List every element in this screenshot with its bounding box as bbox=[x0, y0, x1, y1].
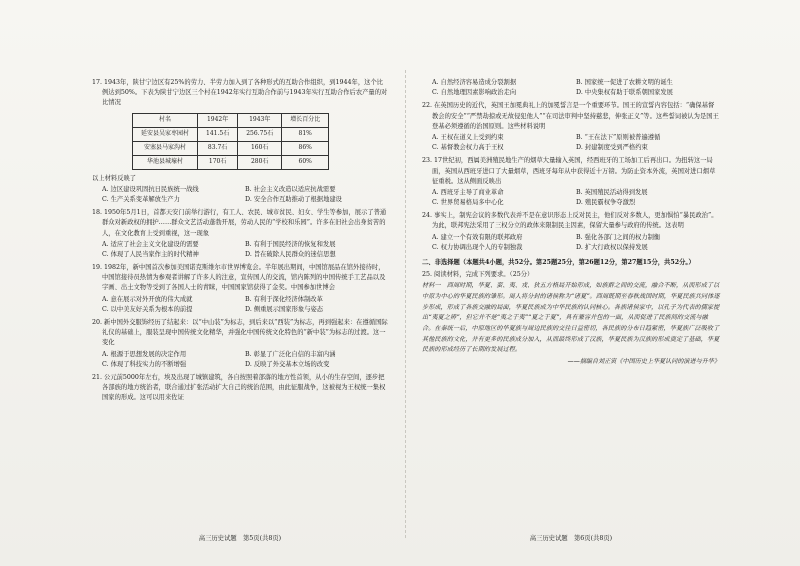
option-a: A. 意在展示对外开放的伟大成就 bbox=[102, 295, 193, 303]
option-c: C. 世界贸易格局多中心化 bbox=[432, 199, 504, 207]
table-cell: 83.7石 bbox=[198, 141, 238, 155]
question-18-stem: 18. 1950年5月1日，首都天安门前举行游行，有工人、农民、城市贫民、妇女、学生等参加，展示了普通群众对新政权的拥护……群众文艺活动蓬勃开展，劳动人民的“学校和乐园”。许多在旧社会出身贫苦的人，在文化教育上受到重视，这一现象 bbox=[92, 209, 387, 237]
option-c: C. 体现了科技实力的不断增强 bbox=[102, 360, 187, 368]
question-19-stem: 19. 1982年，新中国首次参加美国诺克斯维尔市世界博览会。半年展出期间，中国馆展品在馆外接待时，中国馆接待员热情为参观者讲解了许多人的注意，宣传国人的交流，馆内陈列的中国传统手工艺品以及字画、出土文物等受到了各国人士的青睐，中国国家馆获得了金奖。中国参加世博会 bbox=[92, 264, 386, 292]
table-header: 1943年 bbox=[238, 113, 282, 127]
option-a: A. 适应了社会主义文化建设的需要 bbox=[102, 240, 199, 248]
table-row bbox=[133, 155, 329, 169]
option-d: D. 侧重展示国家形象与姿态 bbox=[245, 305, 324, 313]
option-b: B. 彰显了广泛化自信的丰富内涵 bbox=[245, 350, 336, 358]
table-cell: 延安县吴家枣园村 bbox=[133, 127, 198, 141]
right-page bbox=[422, 78, 720, 544]
question-25-stem: 25. 阅读材料，完成下列要求。（25分） bbox=[422, 271, 534, 279]
question-23-stem: 23. 17世纪初，西属美洲殖民地生产的烟草大量输入英国，经西班牙的工场加工后再出口。为扭转这一局面，英国从西班牙进口了大量烟草，西班牙每年从中获得近十万镑。为防止资本外流，英国对进口烟草征重税。这从侧面反映出 bbox=[422, 157, 716, 185]
table-header: 村名 bbox=[133, 113, 198, 127]
material-one-text: 材料一 西周时期，华夏、蛮、夷、戎、狄五方格局开始形成，如族群之间的交流，融合不断，从而形成了以中原为中心的华夏民族的雏形。周人将分封的诸侯称为“诸夏”。西周既期至春秋战国时期，华夏民族共同体逐步形成，形成了各族交融的局面，华夏民族成为中华民族的认同核心。各族诸侯家中，以孔子为代表的儒家提出“夷夏之辨”，但它并不是“夷之于夷”“夏之于夏”，具有兼容并包的一面，从而促进了民族间的交流与融合。在秦统一后，中原地区的华夏族与周边民族的交往日益密切，各民族的分布日趋紧密，华夏族广泛吸收了其他民族的文化，并有更多的民族成分加入，从而最终形成了汉族，华夏民族为汉族的形成奠定了基础，华夏民族的形成经历了长期的发展过程。 bbox=[422, 282, 720, 354]
question-20-stem: 20. 新中国外交服饰经历了结起来：以“中山装”为标志，到后来以“西装”为标志，再到强起来：在遵循国际礼仪的基础上，服装呈现中国传统文化精华，并强化中国传统文化特色的“新中装”为标志的过渡。这一变化 bbox=[92, 319, 388, 347]
section-two-heading: 二、非选择题（本题共4小题，共52分。第25题25分，第26题12分，第27题15分，共52分。） bbox=[422, 259, 695, 266]
table-header-row bbox=[133, 113, 329, 127]
page-footer-left: 高三历史试题 第5页(共8页) bbox=[198, 534, 282, 542]
option-a: A. 自然经济容易造成分裂割据 bbox=[432, 79, 517, 86]
option-a: A. 根源于思想发展的决定作用 bbox=[102, 350, 187, 358]
table-cell: 170石 bbox=[198, 155, 238, 169]
table-cell: 华池县城壕村 bbox=[133, 155, 198, 169]
question-20-options bbox=[92, 350, 388, 370]
question-22-stem: 22. 在英国历史的近代，英国王加冕典礼上的加冕誓言是一个重要环节。国王的宣誓内容包括：“确保基督教会的安全”“严禁劫掠或无故侵犯他人”“在司法审判中坚持慈悲，伸张正义”等。这些誓词被认为是国王登基必须遵循的治国原则。这些材料说明 bbox=[422, 102, 719, 130]
option-b: B. 英国殖民活动得到发展 bbox=[576, 188, 648, 196]
option-c: C. 基督教会权力高于王权 bbox=[432, 144, 504, 152]
page-divider bbox=[405, 70, 406, 538]
table-cell: 60% bbox=[282, 155, 329, 169]
table-row bbox=[133, 141, 329, 155]
option-b: B. “王在法下”原则被普遍遵循 bbox=[576, 133, 661, 141]
table-cell: 安塞县马家沟村 bbox=[133, 141, 198, 155]
option-b: B. 有利于国民经济的恢复和发展 bbox=[245, 240, 336, 248]
question-18-options bbox=[92, 240, 388, 260]
table-cell: 256.75石 bbox=[238, 127, 282, 141]
option-a: A. 边区建设巩固抗日民族统一战线 bbox=[102, 185, 199, 193]
table-cell: 81% bbox=[282, 127, 329, 141]
option-c: C. 以中美友好关系为根本的前提 bbox=[102, 305, 193, 313]
table-cell: 141.5石 bbox=[198, 127, 238, 141]
option-d: D. 殖民霸权争夺激烈 bbox=[576, 199, 636, 207]
option-d: D. 安全合作互助推动了根据地建设 bbox=[245, 195, 342, 203]
option-a: A. 西班牙主导了商业革命 bbox=[432, 188, 504, 196]
option-c: C. 自然地理因素影响政治走向 bbox=[432, 89, 517, 97]
question-17-options bbox=[92, 185, 388, 205]
table-cell: 160石 bbox=[238, 141, 282, 155]
table-header: 增长百分比 bbox=[282, 113, 329, 127]
option-d: D. 旨在破除人民群众的迷信思想 bbox=[245, 250, 336, 258]
table-cell: 86% bbox=[282, 141, 329, 155]
option-a: A. 王权在道义上受到约束 bbox=[432, 133, 504, 141]
question-21-stem: 21. 公元前5000年左右，埃及出现了城镇建筑，各自按照着部落的地方性首领，从小的生存空间，逐步把各部族的地方统治者，联合通过扩张活动扩大自己的统治范围，由此征服战争，这被视为王权统一集权国家的形成。这可以用来佐证 bbox=[92, 373, 386, 402]
question-22-options bbox=[422, 133, 720, 153]
option-b: B. 强化各部门之间的权力制衡 bbox=[576, 233, 661, 241]
question-24-stem: 24. 事实上，制宪会议的多数代表并不是在意识形态上反对民主，他们反对多数人，更加惧怕“暴民政治”。为此，联邦宪法采用了三权分立的政体来限制民主因素，保留大量参与政府的传统。这表明 bbox=[422, 212, 718, 230]
table-header: 1942年 bbox=[198, 113, 238, 127]
question-23-options bbox=[422, 188, 720, 208]
option-b: B. 社会主义改造以适应抗战需要 bbox=[245, 185, 336, 193]
material-source: ——摘编自刘正寅《中国历史上华夏认同的演进与升华》 bbox=[567, 357, 720, 365]
question-17-lead: 以上材料反映了 bbox=[92, 174, 137, 182]
option-a: A. 建立一个有效有限的联邦政府 bbox=[432, 233, 523, 241]
question-17-stem: 17. 1943年，陕甘宁边区有25%的劳力、半劳力加入到了各种形式的互助合作组织，到1944年，这个比例达到50%。下表为陕甘宁边区三个村在1942年实行互助合作前与1943年实行互助合作后农产量的对比情况 bbox=[92, 79, 388, 107]
option-c: C. 体现了人民当家作主的时代精神 bbox=[102, 250, 199, 258]
option-d: D. 中央集权有助于联系朝国家发展 bbox=[576, 89, 673, 97]
table-cell: 280石 bbox=[238, 155, 282, 169]
option-d: D. 封建制度受到严格约束 bbox=[576, 144, 648, 152]
option-b: B. 国家统一促进了农耕文明的诞生 bbox=[576, 79, 673, 86]
option-d: D. 反映了外交基本立场的改变 bbox=[245, 360, 330, 368]
table-row bbox=[133, 127, 329, 141]
question-19-options bbox=[92, 295, 388, 315]
q17-yield-table bbox=[132, 113, 329, 170]
option-b: B. 有利于深化经济体制改革 bbox=[245, 295, 323, 303]
option-c: C. 权力协调出现个人的专制独裁 bbox=[432, 243, 523, 251]
option-c: C. 生产关系变革解放生产力 bbox=[102, 195, 180, 203]
question-21-options bbox=[422, 78, 720, 98]
question-24-options bbox=[422, 233, 720, 253]
option-d: D. 扩大行政权以保持发展 bbox=[576, 243, 648, 251]
left-page bbox=[92, 78, 388, 544]
page-footer-right: 高三历史试题 第6页(共8页) bbox=[529, 534, 613, 542]
